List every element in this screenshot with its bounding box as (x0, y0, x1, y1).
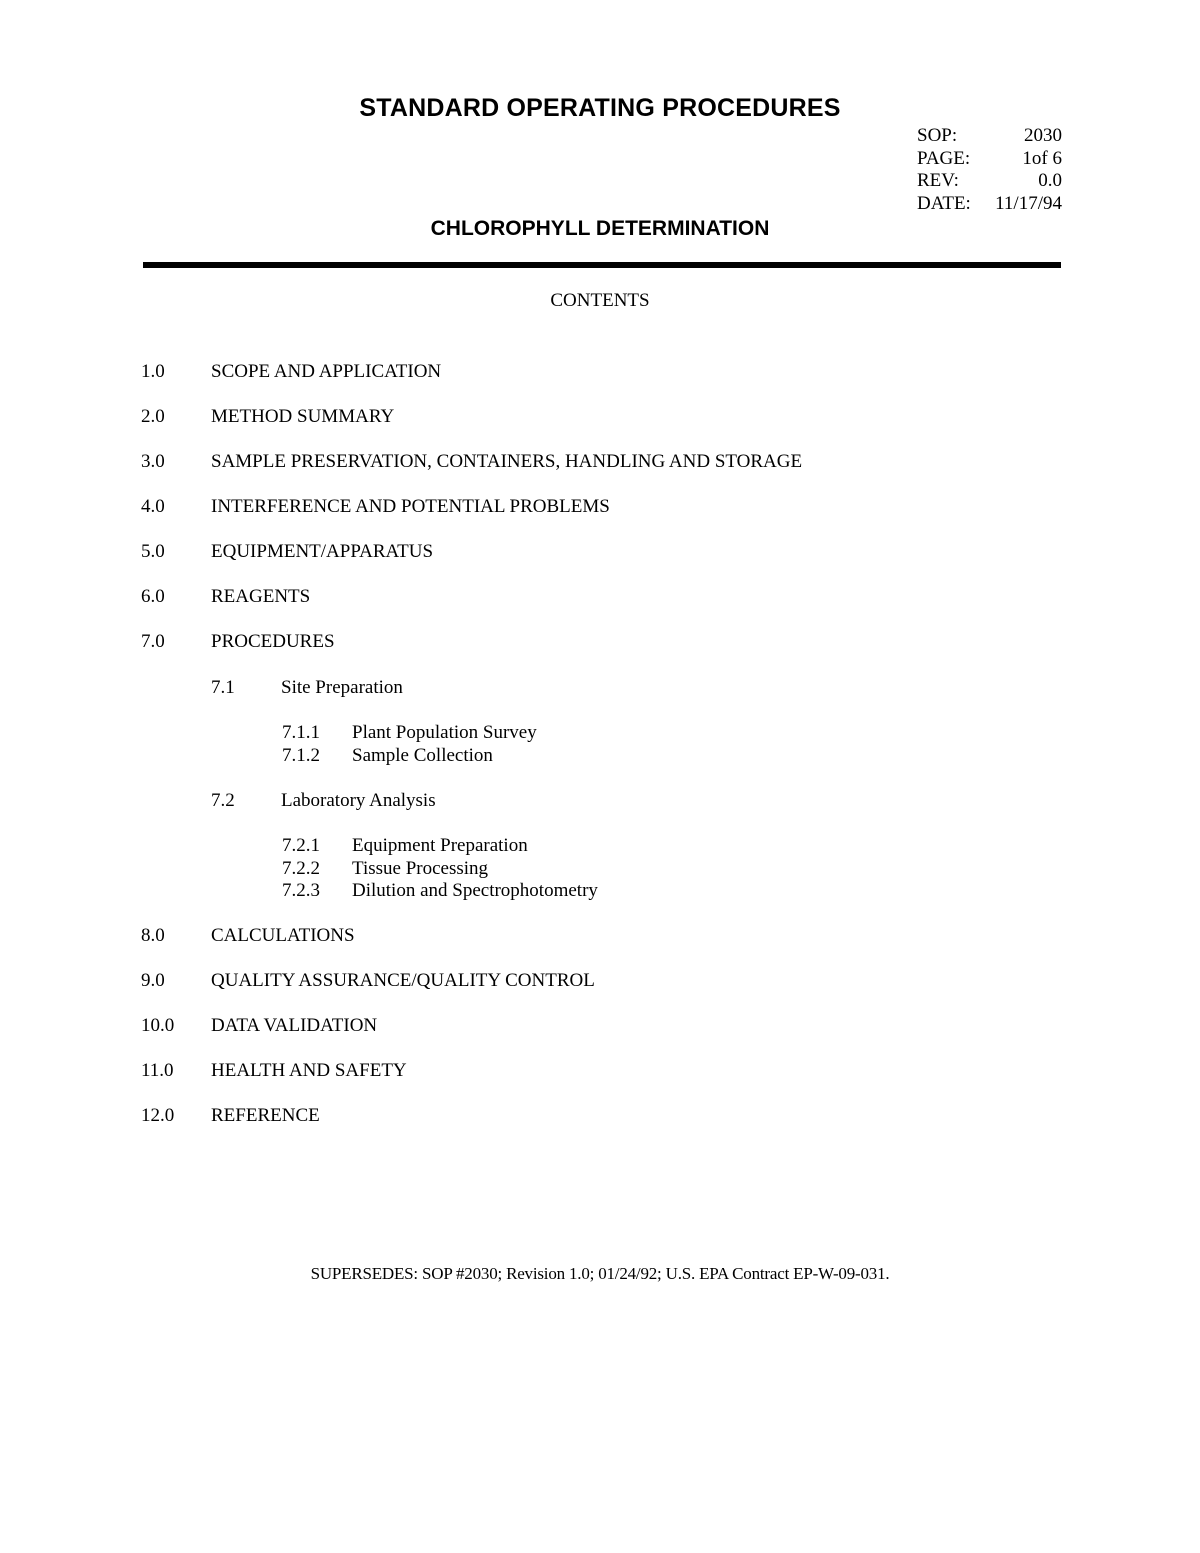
toc-number: 5.0 (141, 541, 165, 562)
toc-title: INTERFERENCE AND POTENTIAL PROBLEMS (211, 496, 610, 517)
toc-title: EQUIPMENT/APPARATUS (211, 541, 434, 562)
toc-number: 7.2.1 (282, 835, 320, 856)
toc-title: QUALITY ASSURANCE/QUALITY CONTROL (211, 970, 595, 991)
meta-value: 11/17/94 (995, 192, 1062, 214)
toc-title: Sample Collection (352, 745, 493, 766)
toc-number: 3.0 (141, 451, 165, 472)
toc-title: Dilution and Spectrophotometry (352, 880, 598, 901)
meta-value: 1of 6 (1022, 147, 1062, 169)
toc-number: 11.0 (141, 1060, 174, 1081)
meta-value: 2030 (1024, 125, 1062, 146)
supersedes-note: SUPERSEDES: SOP #2030; Revision 1.0; 01/24/92; U.S. EPA Contract EP-W-09-031. (310, 1264, 890, 1283)
toc-title: DATA VALIDATION (211, 1015, 378, 1036)
toc-title: CALCULATIONS (211, 925, 355, 946)
toc-title: Laboratory Analysis (281, 790, 436, 811)
document-title: STANDARD OPERATING PROCEDURES (359, 94, 841, 122)
toc-number: 10.0 (141, 1015, 175, 1036)
toc-number: 7.2 (211, 790, 235, 811)
meta-date (917, 193, 1062, 216)
toc-title: SCOPE AND APPLICATION (211, 361, 442, 382)
toc-title: SAMPLE PRESERVATION, CONTAINERS, HANDLING AND STORAGE (211, 451, 803, 472)
toc-number: 12.0 (141, 1105, 175, 1126)
toc-title: HEALTH AND SAFETY (211, 1060, 407, 1081)
meta-value: 0.0 (1038, 170, 1062, 192)
document-subtitle: CHLOROPHYLL DETERMINATION (430, 217, 770, 240)
toc-number: 7.1.1 (282, 722, 320, 743)
meta-label: DATE: (917, 192, 971, 214)
toc-number: 7.1 (211, 677, 235, 698)
meta-label: PAGE: (917, 147, 971, 169)
toc-number: 7.2.3 (282, 880, 320, 901)
toc-title: METHOD SUMMARY (211, 406, 395, 427)
contents-heading: CONTENTS (550, 290, 650, 311)
toc-number: 9.0 (141, 970, 165, 991)
toc-number: 7.0 (141, 631, 165, 652)
toc-title: Equipment Preparation (352, 835, 528, 856)
toc-title: Tissue Processing (352, 858, 489, 879)
toc-title: Site Preparation (281, 677, 403, 698)
meta-sop (917, 125, 1062, 148)
toc-number: 8.0 (141, 925, 165, 946)
toc-number: 2.0 (141, 406, 165, 427)
toc-number: 7.2.2 (282, 858, 320, 879)
toc-number: 7.1.2 (282, 745, 320, 766)
toc-number: 4.0 (141, 496, 165, 517)
meta-rev (917, 170, 1062, 193)
meta-label: REV: (917, 170, 959, 192)
toc-number: 6.0 (141, 586, 165, 607)
header-divider (143, 262, 1061, 268)
sop-metadata (917, 125, 1062, 215)
toc-title: REAGENTS (211, 586, 311, 607)
toc-title: Plant Population Survey (352, 722, 537, 743)
toc-number: 1.0 (141, 361, 165, 382)
meta-page (917, 148, 1062, 171)
toc-title: PROCEDURES (211, 631, 335, 652)
toc-title: REFERENCE (211, 1105, 320, 1126)
meta-label: SOP: (917, 125, 958, 146)
